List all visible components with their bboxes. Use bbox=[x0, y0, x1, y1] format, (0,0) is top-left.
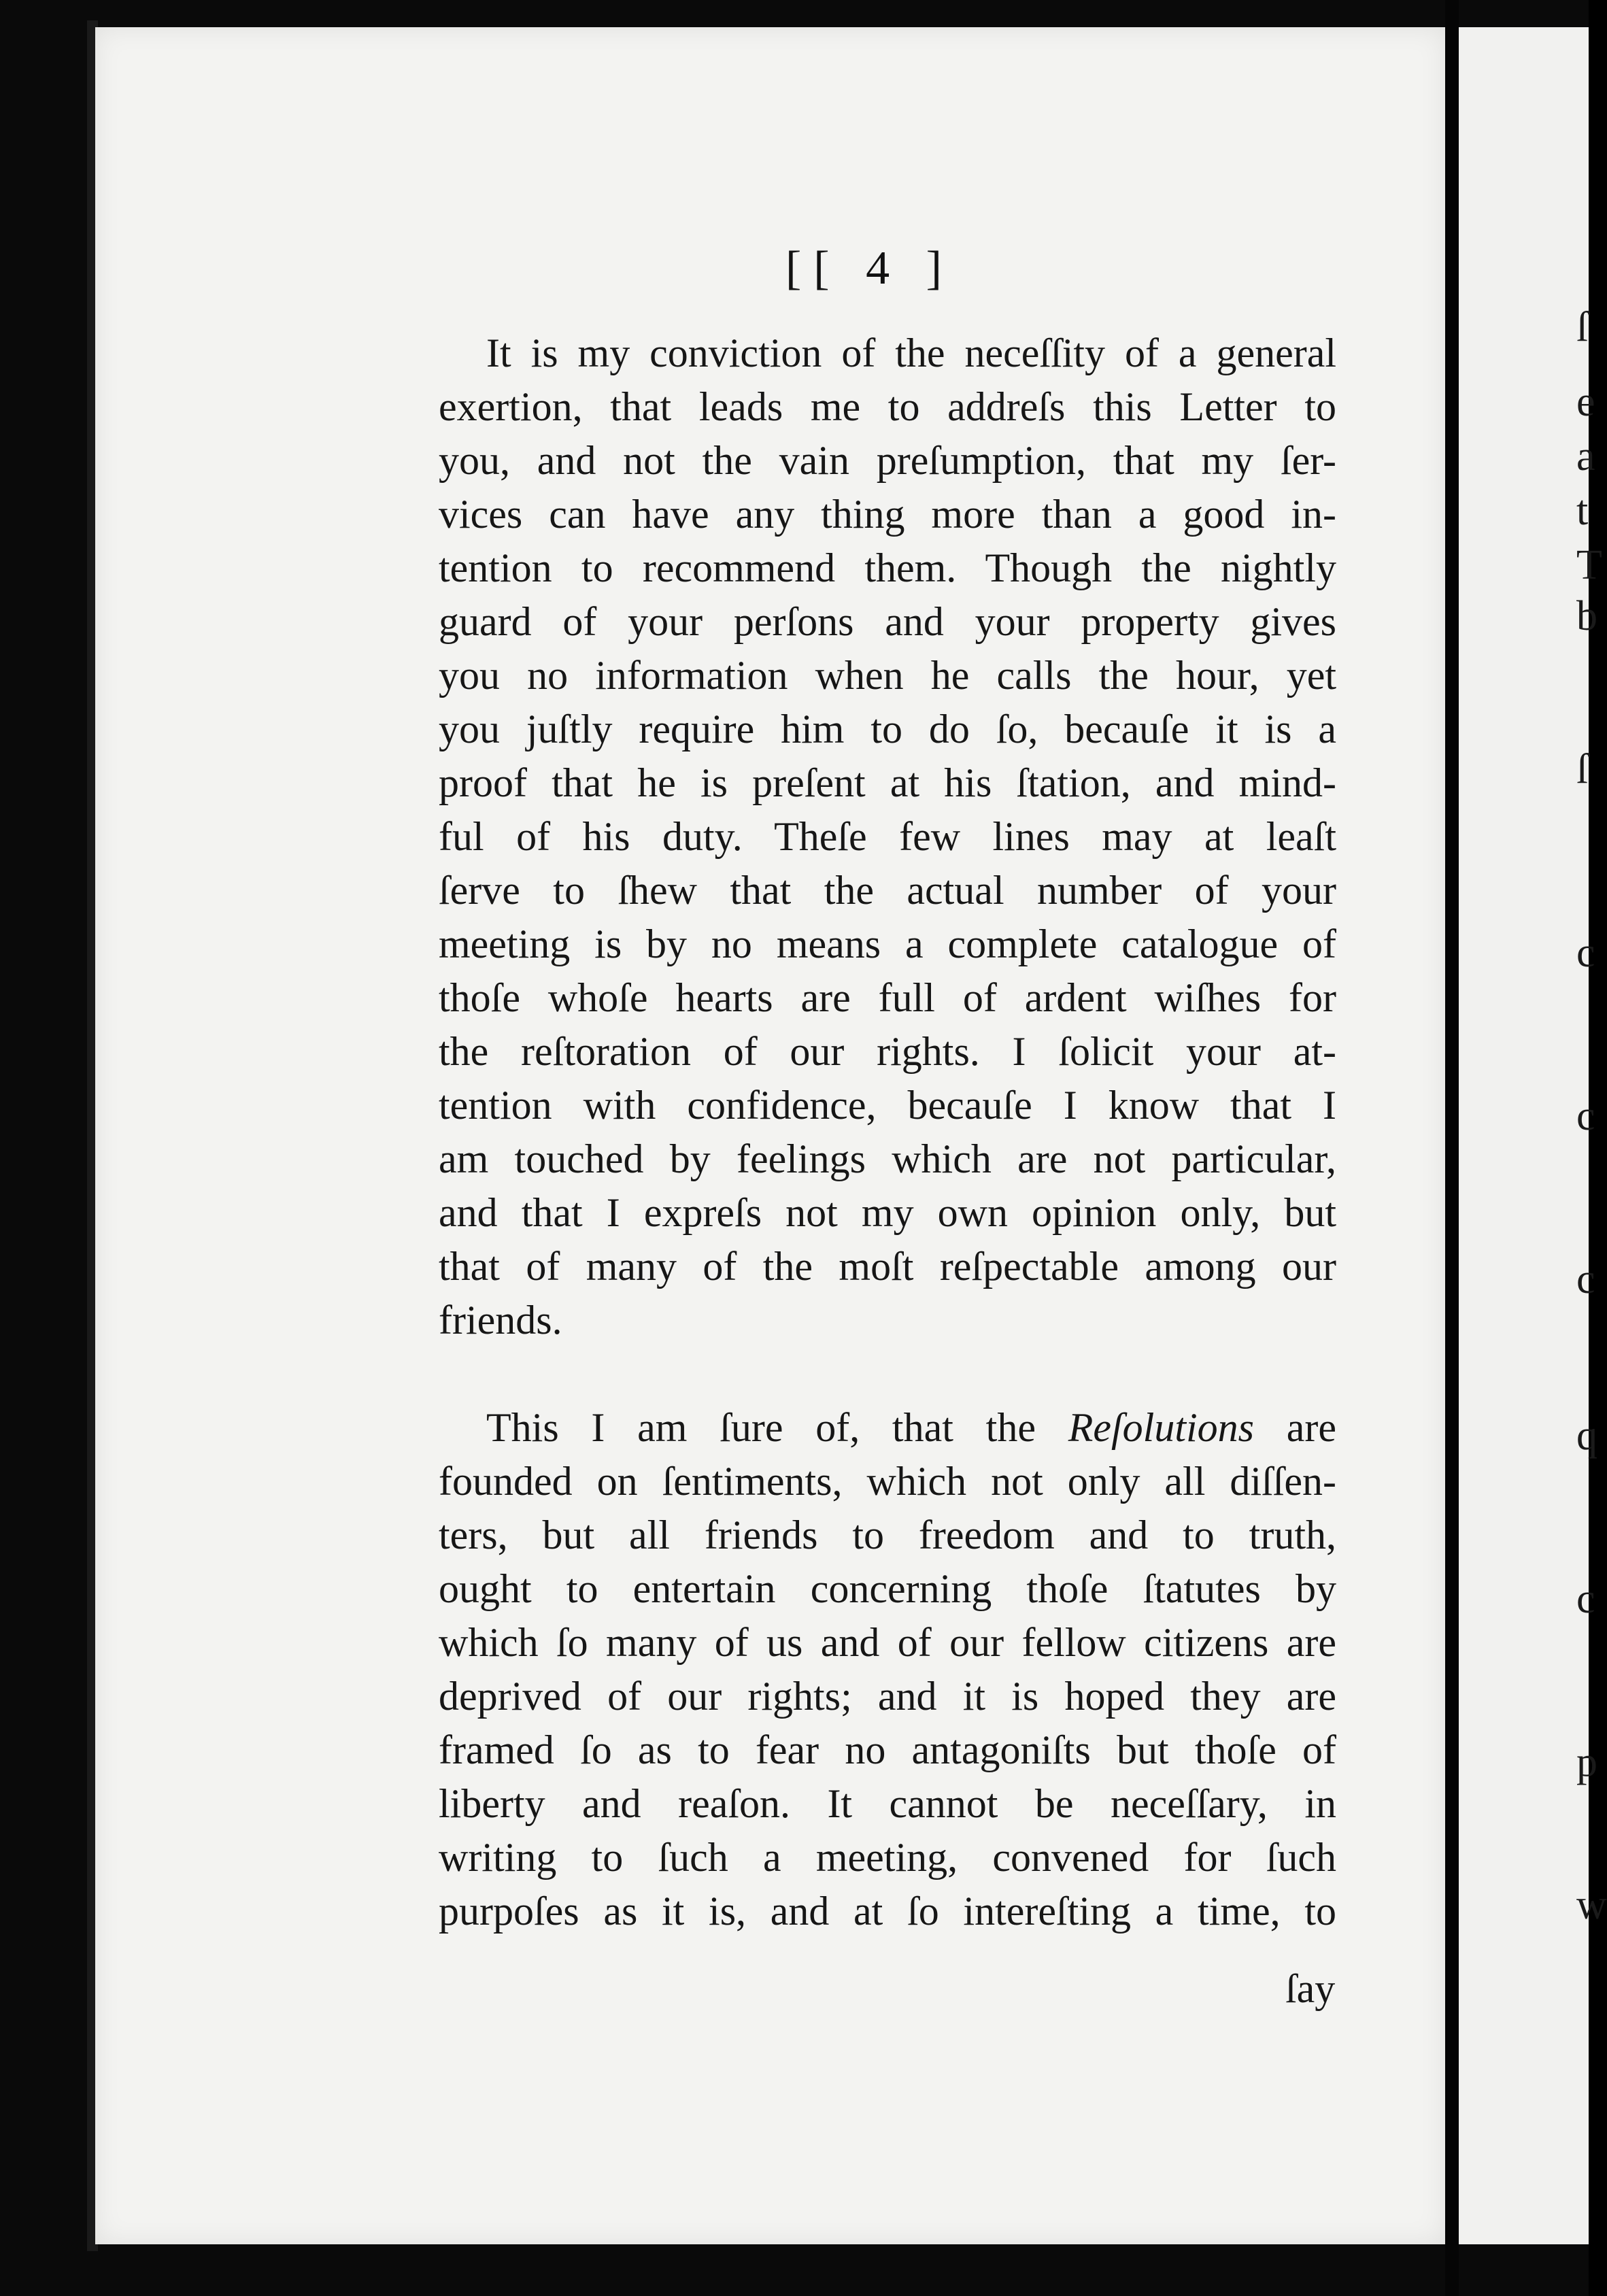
text-line: deprived of our rights; and it is hoped they are bbox=[439, 1674, 1336, 1719]
paragraph-2 bbox=[439, 1401, 1336, 1938]
facing-page bbox=[1459, 27, 1589, 2244]
paragraph-1 bbox=[439, 326, 1336, 1347]
text-line: ſerve to ſhew that the actual number of your bbox=[439, 868, 1336, 913]
text-line: framed ſo as to fear no antagoniſts but thoſe of bbox=[439, 1727, 1336, 1772]
text-line: writing to ſuch a meeting, convened for ſuch bbox=[439, 1835, 1336, 1880]
text-line: proof that he is preſent at his ſtation, and mind- bbox=[439, 760, 1336, 805]
text-line: guard of your perſons and your property gives bbox=[439, 599, 1336, 644]
text-line: ters, but all friends to freedom and to truth, bbox=[439, 1513, 1336, 1557]
text-line: and that I expreſs not my own opinion only, but bbox=[439, 1190, 1336, 1235]
facing-page-letter: c bbox=[1576, 1256, 1595, 1302]
paragraph-gap bbox=[439, 1347, 1336, 1401]
text-line: you juſtly require him to do ſo, becauſe it is a bbox=[439, 707, 1336, 752]
text-line: you, and not the vain preſumption, that my ſer- bbox=[439, 438, 1336, 483]
facing-page-letter: t bbox=[1576, 488, 1589, 534]
text-line: purpoſes as it is, and at ſo intereſting a time, to bbox=[439, 1889, 1336, 1934]
text-line: thoſe whoſe hearts are full of ardent wiſhes for bbox=[439, 975, 1336, 1020]
text-line: exertion, that leads me to addreſs this Letter to bbox=[439, 384, 1336, 429]
facing-page-letter: a bbox=[1576, 433, 1595, 479]
facing-page-letter: b bbox=[1576, 593, 1597, 639]
text-line: that of many of the moſt reſpectable among our bbox=[439, 1244, 1336, 1289]
text-line: the reſtoration of our rights. I ſolicit your at- bbox=[439, 1029, 1336, 1074]
facing-page-letter: q bbox=[1576, 1413, 1597, 1459]
text-line: vices can have any thing more than a good in- bbox=[439, 492, 1336, 537]
book-gutter bbox=[1445, 0, 1459, 2296]
text-line: tention with confidence, becauſe I know that I bbox=[439, 1083, 1336, 1128]
text-line: you no information when he calls the hour, yet bbox=[439, 653, 1336, 698]
text-line: ought to entertain concerning thoſe ſtatutes by bbox=[439, 1566, 1336, 1611]
text-line: meeting is by no means a complete catalogue of bbox=[439, 922, 1336, 966]
text-line: This I am ſure of, that the Reſolutions are bbox=[486, 1405, 1337, 1450]
facing-page-letter: e bbox=[1576, 379, 1595, 425]
text-line: ful of his duty. Theſe few lines may at leaſt bbox=[439, 814, 1336, 859]
facing-page-letter: c bbox=[1576, 930, 1595, 976]
facing-page-letter: T bbox=[1576, 542, 1602, 588]
facing-page-letter: c bbox=[1576, 1093, 1595, 1139]
text-line: friends. bbox=[439, 1298, 562, 1343]
facing-page-letter: w bbox=[1576, 1882, 1607, 1928]
facing-page-letter: c bbox=[1576, 1576, 1595, 1622]
body-text bbox=[439, 326, 1336, 1938]
facing-page-letter: ſ bbox=[1576, 304, 1589, 350]
text-line: It is my conviction of the neceſſity of a general bbox=[486, 331, 1336, 375]
text-line: liberty and reaſon. It cannot be neceſſary, in bbox=[439, 1781, 1336, 1826]
text-line: tention to recommend them. Though the nightly bbox=[439, 545, 1336, 590]
italic-word: Reſolutions bbox=[1068, 1405, 1255, 1450]
page-number: [[ 4 ] bbox=[785, 242, 954, 294]
catchword: ſay bbox=[1285, 1966, 1336, 2011]
facing-page-letter: ſ bbox=[1576, 746, 1589, 792]
text-line: which ſo many of us and of our fellow citizens are bbox=[439, 1620, 1336, 1665]
text-line: am touched by feelings which are not particular, bbox=[439, 1136, 1336, 1181]
text-line: founded on ſentiments, which not only all diſſen- bbox=[439, 1459, 1336, 1504]
facing-page-letter: p bbox=[1576, 1739, 1597, 1785]
